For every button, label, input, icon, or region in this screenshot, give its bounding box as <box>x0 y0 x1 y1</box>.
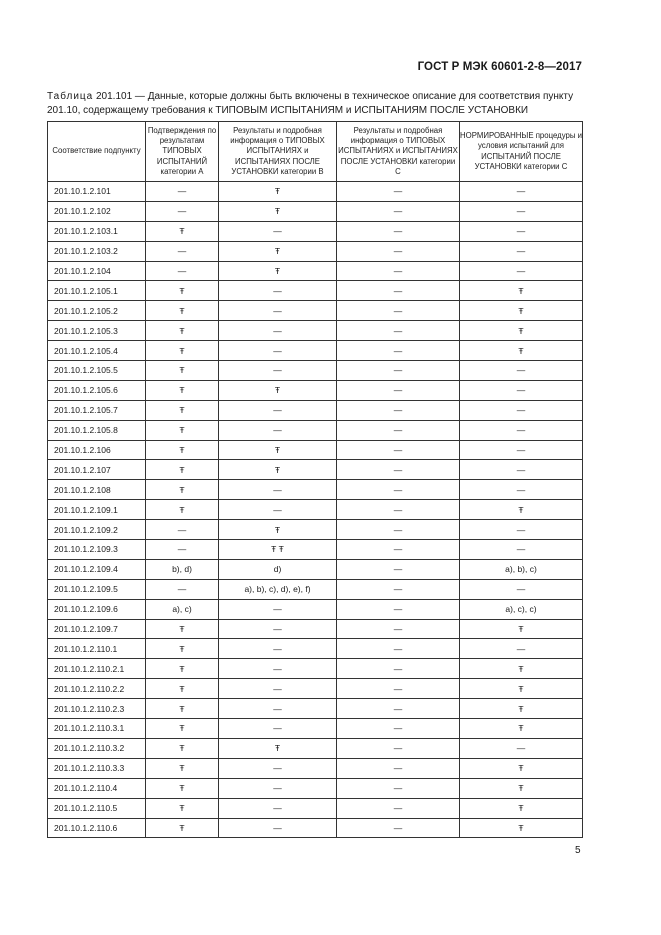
category-a-cell: Ŧ <box>146 798 219 818</box>
procedures-c-cell: — <box>460 440 583 460</box>
procedures-c-cell: — <box>460 540 583 560</box>
category-a-cell: Ŧ <box>146 400 219 420</box>
clause-cell: 201.10.1.2.105.1 <box>48 281 146 301</box>
procedures-c-cell: — <box>460 460 583 480</box>
category-c-cell: — <box>337 241 460 261</box>
category-b-cell: Ŧ <box>219 380 337 400</box>
category-c-cell: — <box>337 341 460 361</box>
clause-cell: 201.10.1.2.109.1 <box>48 500 146 520</box>
procedures-c-cell: — <box>460 480 583 500</box>
category-c-cell: — <box>337 559 460 579</box>
clause-cell: 201.10.1.2.110.2.3 <box>48 699 146 719</box>
category-b-cell: — <box>219 778 337 798</box>
table-row <box>48 201 583 221</box>
clause-cell: 201.10.1.2.110.5 <box>48 798 146 818</box>
category-b-cell: Ŧ <box>219 460 337 480</box>
procedures-c-cell: a), c), c) <box>460 599 583 619</box>
category-b-cell: d) <box>219 559 337 579</box>
category-b-cell: Ŧ <box>219 261 337 281</box>
column-header-procedures-c: НОРМИРОВАННЫЕ процедуры и условия испытаний для ИСПЫТАНИЙ ПОСЛЕ УСТАНОВКИ категории С <box>460 122 583 182</box>
clause-cell: 201.10.1.2.102 <box>48 201 146 221</box>
category-b-cell: — <box>219 420 337 440</box>
category-b-cell: — <box>219 679 337 699</box>
category-c-cell: — <box>337 500 460 520</box>
table-caption-label: Таблица <box>47 91 94 102</box>
category-c-cell: — <box>337 599 460 619</box>
category-a-cell: Ŧ <box>146 659 219 679</box>
category-b-cell: Ŧ Ŧ <box>219 540 337 560</box>
category-a-cell: Ŧ <box>146 719 219 739</box>
category-a-cell: Ŧ <box>146 301 219 321</box>
category-c-cell: — <box>337 738 460 758</box>
requirements-table <box>47 121 583 838</box>
category-a-cell: Ŧ <box>146 440 219 460</box>
procedures-c-cell: Ŧ <box>460 341 583 361</box>
table-row <box>48 798 583 818</box>
category-b-cell: — <box>219 619 337 639</box>
clause-cell: 201.10.1.2.107 <box>48 460 146 480</box>
category-b-cell: — <box>219 400 337 420</box>
procedures-c-cell: — <box>460 201 583 221</box>
table-row <box>48 579 583 599</box>
column-header-category-a: Подтверждения по результатам ТИПОВЫХ ИСПЫТАНИЙ категории А <box>146 122 219 182</box>
procedures-c-cell: — <box>460 182 583 202</box>
category-b-cell: — <box>219 798 337 818</box>
category-b-cell: — <box>219 599 337 619</box>
category-b-cell: — <box>219 699 337 719</box>
procedures-c-cell: — <box>460 579 583 599</box>
category-b-cell: — <box>219 321 337 341</box>
category-b-cell: — <box>219 281 337 301</box>
table-row <box>48 719 583 739</box>
table-row <box>48 440 583 460</box>
category-a-cell: Ŧ <box>146 639 219 659</box>
category-a-cell: Ŧ <box>146 480 219 500</box>
procedures-c-cell: Ŧ <box>460 699 583 719</box>
category-c-cell: — <box>337 261 460 281</box>
clause-cell: 201.10.1.2.105.4 <box>48 341 146 361</box>
table-row <box>48 301 583 321</box>
procedures-c-cell: — <box>460 400 583 420</box>
category-c-cell: — <box>337 301 460 321</box>
category-c-cell: — <box>337 380 460 400</box>
category-a-cell: — <box>146 261 219 281</box>
category-c-cell: — <box>337 719 460 739</box>
category-c-cell: — <box>337 400 460 420</box>
clause-cell: 201.10.1.2.105.2 <box>48 301 146 321</box>
category-c-cell: — <box>337 440 460 460</box>
category-b-cell: — <box>219 659 337 679</box>
clause-cell: 201.10.1.2.105.8 <box>48 420 146 440</box>
category-c-cell: — <box>337 699 460 719</box>
category-a-cell: — <box>146 540 219 560</box>
clause-cell: 201.10.1.2.105.5 <box>48 361 146 381</box>
category-a-cell: Ŧ <box>146 420 219 440</box>
table-row <box>48 778 583 798</box>
clause-cell: 201.10.1.2.109.3 <box>48 540 146 560</box>
category-a-cell: Ŧ <box>146 341 219 361</box>
procedures-c-cell: Ŧ <box>460 778 583 798</box>
category-a-cell: Ŧ <box>146 321 219 341</box>
clause-cell: 201.10.1.2.106 <box>48 440 146 460</box>
table-row <box>48 559 583 579</box>
table-row <box>48 540 583 560</box>
table-row <box>48 281 583 301</box>
table-row <box>48 758 583 778</box>
table-row <box>48 520 583 540</box>
table-row <box>48 699 583 719</box>
table-row <box>48 341 583 361</box>
category-c-cell: — <box>337 758 460 778</box>
clause-cell: 201.10.1.2.110.3.3 <box>48 758 146 778</box>
clause-cell: 201.10.1.2.108 <box>48 480 146 500</box>
procedures-c-cell: — <box>460 361 583 381</box>
category-b-cell: a), b), c), d), e), f) <box>219 579 337 599</box>
category-c-cell: — <box>337 639 460 659</box>
category-b-cell: Ŧ <box>219 440 337 460</box>
column-header-category-b: Результаты и подробная информация о ТИПОВЫХ ИСПЫТАНИЯХ и ИСПЫТАНИЯХ ПОСЛЕ УСТАНОВКИ категории В <box>219 122 337 182</box>
table-row <box>48 639 583 659</box>
clause-cell: 201.10.1.2.110.2.2 <box>48 679 146 699</box>
clause-cell: 201.10.1.2.103.1 <box>48 221 146 241</box>
category-a-cell: — <box>146 201 219 221</box>
category-c-cell: — <box>337 480 460 500</box>
category-a-cell: Ŧ <box>146 460 219 480</box>
category-a-cell: a), c) <box>146 599 219 619</box>
clause-cell: 201.10.1.2.110.3.2 <box>48 738 146 758</box>
category-b-cell: — <box>219 719 337 739</box>
procedures-c-cell: Ŧ <box>460 719 583 739</box>
category-c-cell: — <box>337 798 460 818</box>
table-row <box>48 818 583 838</box>
category-c-cell: — <box>337 182 460 202</box>
procedures-c-cell: Ŧ <box>460 818 583 838</box>
procedures-c-cell: — <box>460 261 583 281</box>
procedures-c-cell: Ŧ <box>460 619 583 639</box>
clause-cell: 201.10.1.2.109.2 <box>48 520 146 540</box>
category-a-cell: — <box>146 182 219 202</box>
category-c-cell: — <box>337 420 460 440</box>
clause-cell: 201.10.1.2.105.6 <box>48 380 146 400</box>
category-b-cell: — <box>219 361 337 381</box>
procedures-c-cell: Ŧ <box>460 321 583 341</box>
category-a-cell: — <box>146 241 219 261</box>
category-a-cell: Ŧ <box>146 738 219 758</box>
table-row <box>48 619 583 639</box>
category-c-cell: — <box>337 679 460 699</box>
table-row <box>48 659 583 679</box>
procedures-c-cell: Ŧ <box>460 758 583 778</box>
category-a-cell: — <box>146 520 219 540</box>
category-a-cell: Ŧ <box>146 380 219 400</box>
table-header-row <box>48 122 583 182</box>
procedures-c-cell: — <box>460 639 583 659</box>
clause-cell: 201.10.1.2.101 <box>48 182 146 202</box>
category-b-cell: Ŧ <box>219 241 337 261</box>
category-a-cell: Ŧ <box>146 361 219 381</box>
table-row <box>48 500 583 520</box>
procedures-c-cell: — <box>460 241 583 261</box>
category-a-cell: Ŧ <box>146 619 219 639</box>
clause-cell: 201.10.1.2.105.7 <box>48 400 146 420</box>
clause-cell: 201.10.1.2.104 <box>48 261 146 281</box>
category-a-cell: b), d) <box>146 559 219 579</box>
category-c-cell: — <box>337 579 460 599</box>
category-b-cell: — <box>219 221 337 241</box>
table-row <box>48 460 583 480</box>
procedures-c-cell: Ŧ <box>460 281 583 301</box>
page-number: 5 <box>575 845 581 856</box>
category-b-cell: Ŧ <box>219 738 337 758</box>
clause-cell: 201.10.1.2.109.5 <box>48 579 146 599</box>
clause-cell: 201.10.1.2.105.3 <box>48 321 146 341</box>
table-row <box>48 321 583 341</box>
clause-cell: 201.10.1.2.109.6 <box>48 599 146 619</box>
category-c-cell: — <box>337 201 460 221</box>
category-b-cell: — <box>219 639 337 659</box>
category-b-cell: — <box>219 301 337 321</box>
procedures-c-cell: Ŧ <box>460 798 583 818</box>
procedures-c-cell: — <box>460 520 583 540</box>
table-row <box>48 241 583 261</box>
category-c-cell: — <box>337 361 460 381</box>
column-header-clause: Соответствие подпункту <box>48 122 146 182</box>
category-c-cell: — <box>337 540 460 560</box>
category-a-cell: — <box>146 579 219 599</box>
clause-cell: 201.10.1.2.110.1 <box>48 639 146 659</box>
clause-cell: 201.10.1.2.110.6 <box>48 818 146 838</box>
procedures-c-cell: Ŧ <box>460 500 583 520</box>
table-row <box>48 400 583 420</box>
procedures-c-cell: — <box>460 221 583 241</box>
table-row <box>48 221 583 241</box>
category-b-cell: — <box>219 500 337 520</box>
table-row <box>48 380 583 400</box>
procedures-c-cell: Ŧ <box>460 301 583 321</box>
table-row <box>48 599 583 619</box>
category-c-cell: — <box>337 221 460 241</box>
category-a-cell: Ŧ <box>146 699 219 719</box>
procedures-c-cell: — <box>460 738 583 758</box>
category-b-cell: — <box>219 818 337 838</box>
clause-cell: 201.10.1.2.110.2.1 <box>48 659 146 679</box>
category-b-cell: Ŧ <box>219 520 337 540</box>
procedures-c-cell: Ŧ <box>460 679 583 699</box>
category-b-cell: Ŧ <box>219 182 337 202</box>
category-a-cell: Ŧ <box>146 221 219 241</box>
category-c-cell: — <box>337 321 460 341</box>
category-c-cell: — <box>337 520 460 540</box>
document-id: ГОСТ Р МЭК 60601-2-8—2017 <box>417 61 582 73</box>
table-caption <box>47 90 587 118</box>
procedures-c-cell: Ŧ <box>460 659 583 679</box>
table-row <box>48 738 583 758</box>
table-body <box>48 182 583 838</box>
category-c-cell: — <box>337 778 460 798</box>
clause-cell: 201.10.1.2.110.4 <box>48 778 146 798</box>
procedures-c-cell: — <box>460 380 583 400</box>
column-header-category-c: Результаты и подробная информация о ТИПОВЫХ ИСПЫТАНИЯХ и ИСПЫТАНИЯХ ПОСЛЕ УСТАНОВКИ категории С <box>337 122 460 182</box>
clause-cell: 201.10.1.2.109.7 <box>48 619 146 639</box>
table-row <box>48 261 583 281</box>
category-a-cell: Ŧ <box>146 281 219 301</box>
category-c-cell: — <box>337 659 460 679</box>
table-row <box>48 480 583 500</box>
procedures-c-cell: a), b), c) <box>460 559 583 579</box>
category-c-cell: — <box>337 818 460 838</box>
category-a-cell: Ŧ <box>146 778 219 798</box>
category-b-cell: — <box>219 758 337 778</box>
clause-cell: 201.10.1.2.109.4 <box>48 559 146 579</box>
category-c-cell: — <box>337 619 460 639</box>
table-row <box>48 361 583 381</box>
category-c-cell: — <box>337 460 460 480</box>
table-row <box>48 679 583 699</box>
clause-cell: 201.10.1.2.110.3.1 <box>48 719 146 739</box>
clause-cell: 201.10.1.2.103.2 <box>48 241 146 261</box>
procedures-c-cell: — <box>460 420 583 440</box>
category-c-cell: — <box>337 281 460 301</box>
category-b-cell: — <box>219 341 337 361</box>
category-b-cell: — <box>219 480 337 500</box>
category-b-cell: Ŧ <box>219 201 337 221</box>
table-caption-text: 201.101 — Данные, которые должны быть включены в техническое описание для соответствия пункту 201.10, содержащему требования к ТИПОВЫМ ИСПЫТАНИЯМ и ИСПЫТАНИЯМ ПОСЛЕ УСТАНОВКИ <box>47 91 574 116</box>
table-row <box>48 420 583 440</box>
category-a-cell: Ŧ <box>146 818 219 838</box>
table-row <box>48 182 583 202</box>
category-a-cell: Ŧ <box>146 758 219 778</box>
category-a-cell: Ŧ <box>146 500 219 520</box>
category-a-cell: Ŧ <box>146 679 219 699</box>
